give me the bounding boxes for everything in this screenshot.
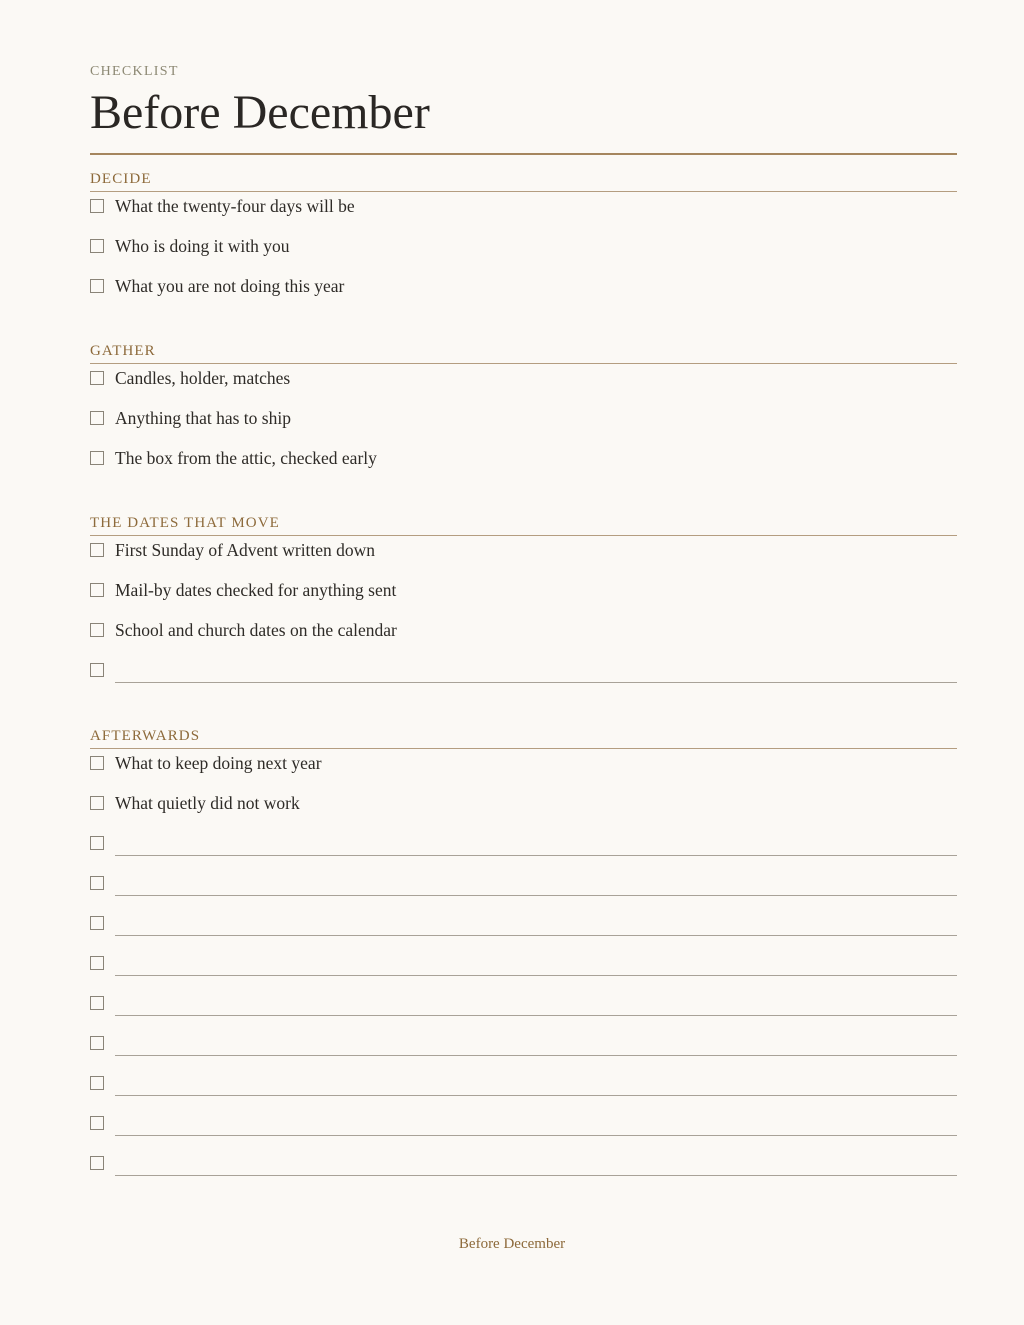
page-footer: Before December (458, 1236, 566, 1252)
checklist-item (90, 749, 957, 789)
checklist-item (90, 616, 957, 656)
checkbox[interactable] (90, 1076, 104, 1090)
checklist-item (90, 364, 957, 404)
checkbox[interactable] (90, 1036, 104, 1050)
checklist-item-blank (90, 1029, 957, 1069)
checklist-item-blank (90, 1069, 957, 1109)
write-in-line[interactable] (115, 1095, 957, 1096)
checkbox[interactable] (90, 623, 104, 637)
section-decide (90, 170, 957, 312)
checklist-item-blank (90, 949, 957, 989)
checklist-item-blank (90, 869, 957, 909)
checkbox[interactable] (90, 796, 104, 810)
write-in-line[interactable] (115, 1135, 957, 1136)
item-label: What quietly did not work (115, 793, 300, 813)
write-in-line[interactable] (115, 975, 957, 976)
checklist-item (90, 192, 957, 232)
section-heading: THE DATES THAT MOVE (90, 514, 957, 536)
checkbox[interactable] (90, 1156, 104, 1170)
write-in-line[interactable] (115, 1175, 957, 1176)
checkbox[interactable] (90, 876, 104, 890)
checkbox[interactable] (90, 371, 104, 385)
item-label: What you are not doing this year (115, 276, 345, 296)
item-label: School and church dates on the calendar (115, 620, 397, 640)
checkbox[interactable] (90, 451, 104, 465)
checklist-item (90, 576, 957, 616)
checkbox[interactable] (90, 1116, 104, 1130)
write-in-line[interactable] (115, 935, 957, 936)
page-title: Before December (90, 86, 430, 139)
checkbox[interactable] (90, 836, 104, 850)
section-gather (90, 342, 957, 484)
checkbox[interactable] (90, 756, 104, 770)
checklist-item-blank (90, 1109, 957, 1149)
section-heading: AFTERWARDS (90, 727, 957, 749)
checklist-item (90, 404, 957, 444)
checklist-item-blank (90, 829, 957, 869)
checklist-item (90, 444, 957, 484)
checklist-item (90, 272, 957, 312)
checklist-item-blank (90, 1149, 957, 1189)
checklist-item (90, 536, 957, 576)
checkbox[interactable] (90, 583, 104, 597)
checklist-item (90, 789, 957, 829)
checkbox[interactable] (90, 239, 104, 253)
section-dates-that-move (90, 514, 957, 696)
section-heading: DECIDE (90, 170, 957, 192)
checkbox[interactable] (90, 411, 104, 425)
section-afterwards (90, 727, 957, 1189)
item-label: Mail-by dates checked for anything sent (115, 580, 397, 600)
checkbox[interactable] (90, 279, 104, 293)
checklist-item (90, 232, 957, 272)
checklist-item-blank (90, 656, 957, 696)
checkbox[interactable] (90, 543, 104, 557)
checkbox[interactable] (90, 956, 104, 970)
checkbox[interactable] (90, 916, 104, 930)
item-label: The box from the attic, checked early (115, 448, 377, 468)
checkbox[interactable] (90, 663, 104, 677)
title-divider (90, 153, 957, 155)
write-in-line[interactable] (115, 1055, 957, 1056)
write-in-line[interactable] (115, 1015, 957, 1016)
item-label: Candles, holder, matches (115, 368, 291, 388)
checkbox[interactable] (90, 996, 104, 1010)
item-label: Anything that has to ship (115, 408, 291, 428)
checkbox[interactable] (90, 199, 104, 213)
page-eyebrow: CHECKLIST (90, 64, 179, 79)
item-label: What to keep doing next year (115, 753, 322, 773)
write-in-line[interactable] (115, 895, 957, 896)
checklist-item-blank (90, 989, 957, 1029)
section-heading: GATHER (90, 342, 957, 364)
item-label: What the twenty-four days will be (115, 196, 355, 216)
write-in-line[interactable] (115, 855, 957, 856)
item-label: Who is doing it with you (115, 236, 290, 256)
item-label: First Sunday of Advent written down (115, 540, 376, 560)
write-in-line[interactable] (115, 682, 957, 683)
checklist-item-blank (90, 909, 957, 949)
